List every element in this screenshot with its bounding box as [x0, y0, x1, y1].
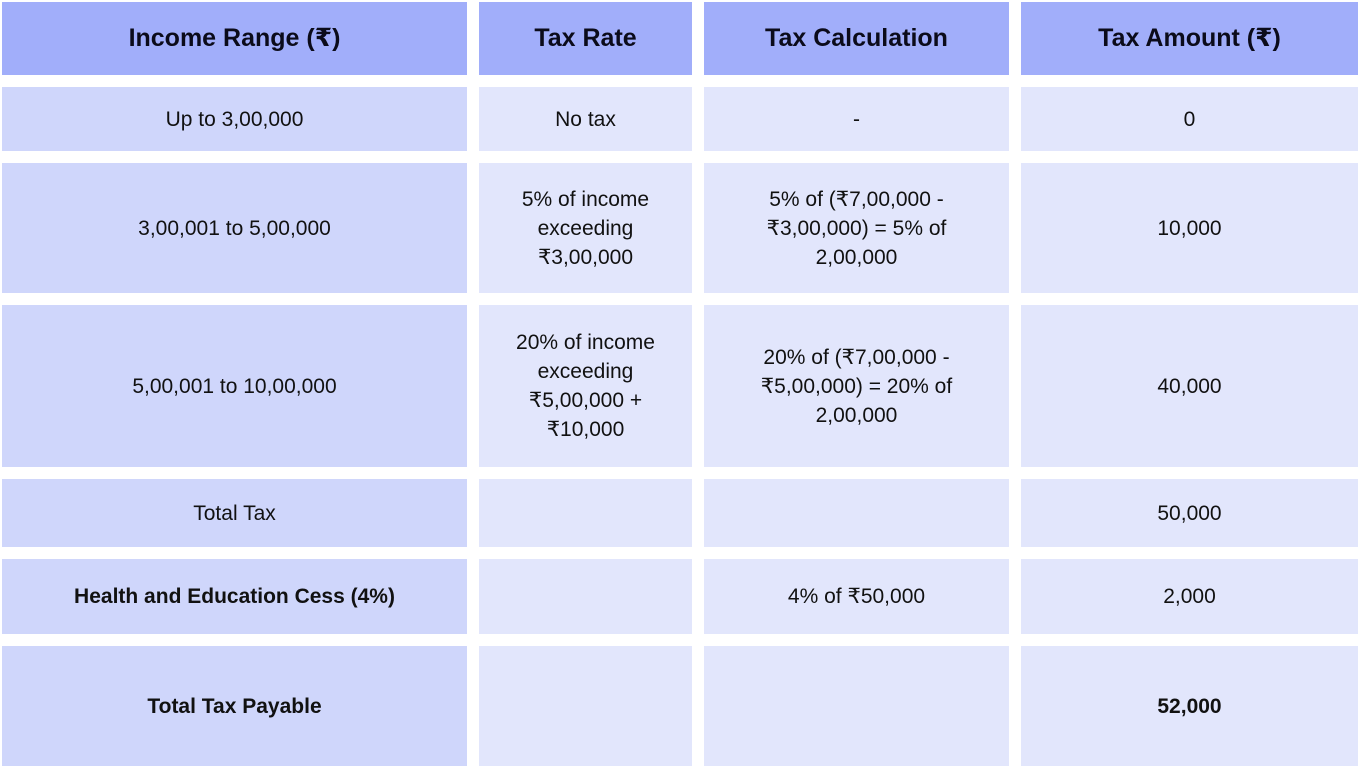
- cell-income-range: 5,00,001 to 10,00,000: [2, 305, 467, 467]
- cell-empty: [704, 479, 1009, 547]
- cell-total-payable-amount: 52,000: [1021, 646, 1358, 766]
- cell-cess-amount: 2,000: [1021, 559, 1358, 634]
- cell-empty: [479, 479, 692, 547]
- cell-tax-amount: 10,000: [1021, 163, 1358, 293]
- cell-cess-label: Health and Education Cess (4%): [2, 559, 467, 634]
- cell-tax-rate: 20% of income exceeding ₹5,00,000 + ₹10,000: [479, 305, 692, 467]
- cell-empty: [479, 646, 692, 766]
- cell-tax-rate: No tax: [479, 87, 692, 151]
- header-income-range: Income Range (₹): [2, 2, 467, 75]
- cell-cess-calculation: 4% of ₹50,000: [704, 559, 1009, 634]
- cell-empty: [479, 559, 692, 634]
- cell-total-tax-label: Total Tax: [2, 479, 467, 547]
- cell-total-payable-label: Total Tax Payable: [2, 646, 467, 766]
- cell-tax-calculation: 5% of (₹7,00,000 - ₹3,00,000) = 5% of 2,00,000: [704, 163, 1009, 293]
- cell-empty: [704, 646, 1009, 766]
- cell-total-tax-amount: 50,000: [1021, 479, 1358, 547]
- cell-tax-rate: 5% of income exceeding ₹3,00,000: [479, 163, 692, 293]
- cell-tax-calculation: -: [704, 87, 1009, 151]
- cell-tax-calculation: 20% of (₹7,00,000 - ₹5,00,000) = 20% of 2,00,000: [704, 305, 1009, 467]
- cell-tax-amount: 40,000: [1021, 305, 1358, 467]
- cell-tax-amount: 0: [1021, 87, 1358, 151]
- header-tax-calculation: Tax Calculation: [704, 2, 1009, 75]
- cell-income-range: 3,00,001 to 5,00,000: [2, 163, 467, 293]
- header-tax-rate: Tax Rate: [479, 2, 692, 75]
- cell-income-range: Up to 3,00,000: [2, 87, 467, 151]
- header-tax-amount: Tax Amount (₹): [1021, 2, 1358, 75]
